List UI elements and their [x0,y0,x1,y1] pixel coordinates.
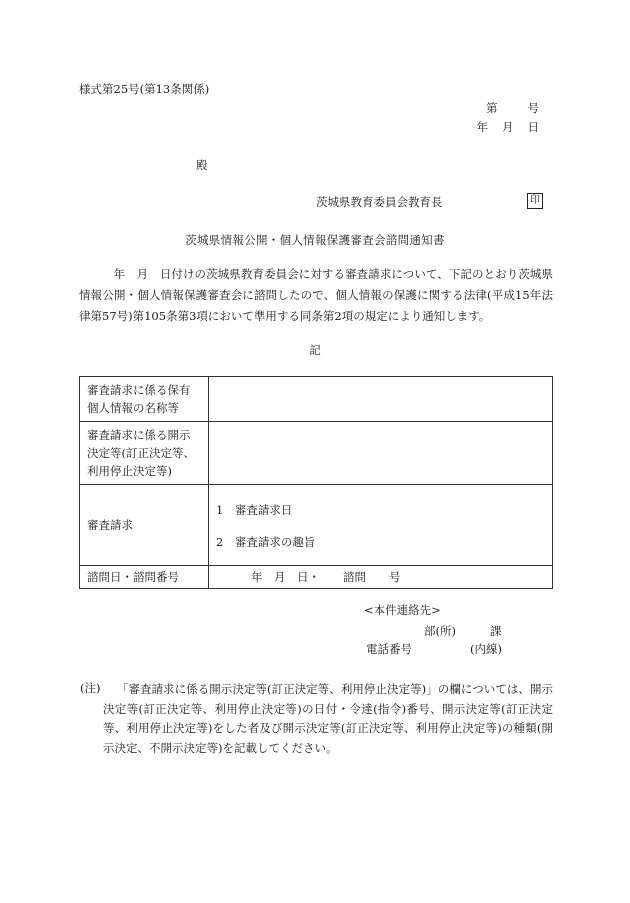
note-text [103,680,553,758]
body-paragraph: 年 月 日付けの茨城県教育委員会に対する審査請求について、下記のとおり茨城県情報公開・個人情報保護審査会に諮問したので、個人情報の保護に関する法律(平成15年法律第57号)第105条第3項において準用する同条第2項の規定により通知します。 [79,267,553,323]
document-title: 茨城県情報公開・個人情報保護審査会諮問通知書 [185,233,445,247]
contact-section: 課 [489,624,502,638]
contact-department: 部(所) [424,624,456,638]
date-year: 年 [476,120,488,134]
table-row [80,485,553,566]
note-body: 「審査請求に係る開示決定等(訂正決定等、利用停止決定等)」の欄については、開示決定等(訂正決定等、利用停止決定等)の日付・令達(指令)番号、開示決定等(訂正決定等、利用停止決定等)をした者及び開示決定等(訂正決定等、利用停止決定等)の種類(開示決定、不開示決定等)を記載してください。 [103,682,553,755]
contact-phone-label: 電話番号 [366,642,412,656]
label-cell-disclosure-decision: 審査請求に係る開示決定等(訂正決定等、利用停止決定等) [80,422,209,485]
ki-heading: 記 [309,343,321,357]
contact-extension: (内線) [470,642,502,656]
contact-title: <本件連絡先> [364,603,441,617]
date-day: 日 [527,120,539,134]
contact-phone-line [366,641,502,657]
label-cell-request: 審査請求 [80,485,209,566]
note-head: (注) [80,681,101,695]
value-cell-request [209,485,553,566]
value-cell-disclosure-decision [209,422,553,485]
value-cell-record-name [209,377,553,422]
request-date-item: 1 審査請求日 [216,503,293,517]
document-number-line [486,100,539,116]
label-cell-inquiry: 諮問日・諮問番号 [80,566,209,589]
table-row [80,422,553,485]
date-month: 月 [502,120,514,134]
addressee-honorific: 殿 [196,158,208,172]
label-cell-record-name: 審査請求に係る保有個人情報の名称等 [80,377,209,422]
table-row [80,566,553,589]
request-purpose-item: 2 審査請求の趣旨 [216,535,316,549]
details-table [79,376,553,589]
contact-department-line [424,623,501,639]
number-suffix: 号 [527,101,539,115]
sender-name: 茨城県教育委員会教育長 [316,195,443,209]
form-number: 様式第25号(第13条関係) [79,82,210,96]
date-line [477,119,540,135]
value-cell-inquiry: 年 月 日・ 諮問 号 [209,566,553,589]
table-row [80,377,553,422]
number-prefix: 第 [486,101,498,115]
seal-box: 印 [527,193,543,209]
